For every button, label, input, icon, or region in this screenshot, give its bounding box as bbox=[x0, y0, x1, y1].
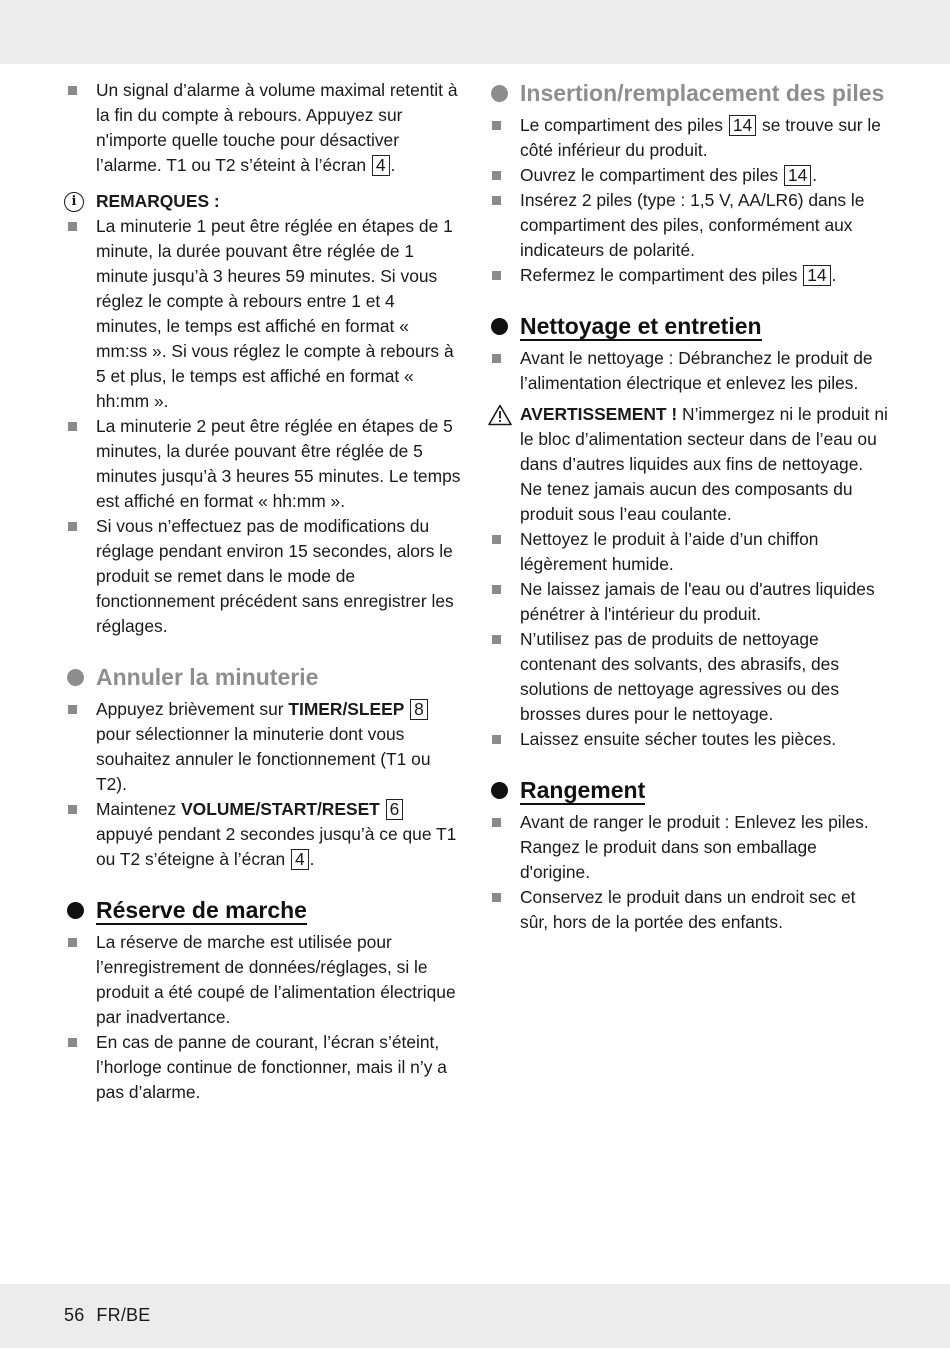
square-bullet-icon bbox=[492, 196, 501, 205]
warning-triangle-icon bbox=[488, 404, 512, 426]
square-bullet-icon bbox=[68, 705, 77, 714]
notes-heading: i REMARQUES : bbox=[64, 189, 464, 214]
ref-number: 14 bbox=[729, 115, 756, 136]
square-bullet-icon bbox=[68, 938, 77, 947]
list-item: Nettoyez le produit à l’aide d’un chiffon légèrement humide. bbox=[488, 527, 888, 577]
square-bullet-icon bbox=[68, 422, 77, 431]
left-column bbox=[64, 78, 464, 1105]
section-heading-cancel: Annuler la minuterie bbox=[64, 662, 464, 692]
list-item: Un signal d’alarme à volume maximal retentit à la fin du compte à rebours. Appuyez sur n'importe quelle touche pour désactiver l’alarme. T1 ou T2 s’éteint à l’écran 4 . bbox=[64, 78, 464, 178]
square-bullet-icon bbox=[68, 1038, 77, 1047]
square-bullet-icon bbox=[492, 585, 501, 594]
circle-bullet-icon bbox=[67, 902, 84, 919]
square-bullet-icon bbox=[68, 522, 77, 531]
square-bullet-icon bbox=[492, 735, 501, 744]
list-item: Maintenez VOLUME/START/RESET 6 appuyé pendant 2 secondes jusqu’à ce que T1 ou T2 s’éteigne à l’écran 4 . bbox=[64, 797, 464, 872]
circle-bullet-icon bbox=[491, 782, 508, 799]
list-item: La réserve de marche est utilisée pour l’enregistrement de données/réglages, si le produit a été coupé de l’alimentation électrique par inadvertance. bbox=[64, 930, 464, 1030]
list-item: La minuterie 2 peut être réglée en étapes de 5 minutes, la durée pouvant être réglée de 5 minutes jusqu’à 3 heures 55 minutes. Le temps est affiché en format « hh:mm ». bbox=[64, 414, 464, 514]
list-item: Appuyez brièvement sur TIMER/SLEEP 8 pour sélectionner la minuterie dont vous souhaitez annuler le fonctionnement (T1 ou T2). bbox=[64, 697, 464, 797]
top-band bbox=[0, 0, 950, 64]
list-item: Insérez 2 piles (type : 1,5 V, AA/LR6) dans le compartiment des piles, conformément aux indicateurs de polarité. bbox=[488, 188, 888, 263]
square-bullet-icon bbox=[492, 354, 501, 363]
list-item: La minuterie 1 peut être réglée en étapes de 1 minute, la durée pouvant être réglée de 1 minute jusqu’à 3 heures 59 minutes. Si vous réglez le compte à rebours entre 1 et 4 minutes, le temps est affiché en format « mm:ss ». Si vous réglez le compte à rebours à 5 et plus, le temps est affiché en format « hh:mm ». bbox=[64, 214, 464, 414]
ref-number: 14 bbox=[784, 165, 811, 186]
list-item: Si vous n’effectuez pas de modifications du réglage pendant environ 15 secondes, alors le produit se remet dans le mode de fonctionnement précédent sans enregistrer les réglages. bbox=[64, 514, 464, 639]
list-item: Avant de ranger le produit : Enlevez les piles. Rangez le produit dans son emballage d'origine. bbox=[488, 810, 888, 885]
list-item: Ouvrez le compartiment des piles 14 . bbox=[488, 163, 888, 188]
square-bullet-icon bbox=[492, 818, 501, 827]
section-heading-batteries: Insertion/remplacement des piles bbox=[488, 78, 888, 108]
warning-block: AVERTISSEMENT ! N’immergez ni le produit ni le bloc d’alimentation secteur dans de l’eau ou dans d’autres liquides aux fins de nettoyage. Ne tenez jamais aucun des composants du produit sous l’eau coulante. bbox=[488, 402, 888, 527]
circle-bullet-icon bbox=[491, 85, 508, 102]
square-bullet-icon bbox=[68, 222, 77, 231]
list-item: Avant le nettoyage : Débranchez le produit de l’alimentation électrique et enlevez les piles. bbox=[488, 346, 888, 396]
page-number: 56 bbox=[64, 1305, 85, 1325]
list-item: Conservez le produit dans un endroit sec et sûr, hors de la portée des enfants. bbox=[488, 885, 888, 935]
list-item: N’utilisez pas de produits de nettoyage contenant des solvants, des abrasifs, des solutions de nettoyage agressives ou des brosses dures pour le nettoyage. bbox=[488, 627, 888, 727]
section-heading-storage: Rangement bbox=[488, 775, 888, 805]
square-bullet-icon bbox=[492, 635, 501, 644]
ref-number: 4 bbox=[372, 155, 390, 176]
square-bullet-icon bbox=[68, 86, 77, 95]
list-item: Ne laissez jamais de l'eau ou d'autres liquides pénétrer à l'intérieur du produit. bbox=[488, 577, 888, 627]
list-item: Refermez le compartiment des piles 14 . bbox=[488, 263, 888, 288]
circle-bullet-icon bbox=[491, 318, 508, 335]
section-heading-reserve: Réserve de marche bbox=[64, 895, 464, 925]
ref-number: 8 bbox=[410, 699, 428, 720]
list-item: En cas de panne de courant, l’écran s’éteint, l’horloge continue de fonctionner, mais il n’y a pas d’alarme. bbox=[64, 1030, 464, 1105]
square-bullet-icon bbox=[68, 805, 77, 814]
locale-label: FR/BE bbox=[96, 1305, 151, 1325]
info-icon: i bbox=[64, 192, 84, 212]
list-item: Laissez ensuite sécher toutes les pièces. bbox=[488, 727, 888, 752]
square-bullet-icon bbox=[492, 171, 501, 180]
list-item: Le compartiment des piles 14 se trouve sur le côté inférieur du produit. bbox=[488, 113, 888, 163]
ref-number: 4 bbox=[291, 849, 309, 870]
ref-number: 6 bbox=[386, 799, 404, 820]
square-bullet-icon bbox=[492, 893, 501, 902]
ref-number: 14 bbox=[803, 265, 830, 286]
circle-bullet-icon bbox=[67, 669, 84, 686]
square-bullet-icon bbox=[492, 121, 501, 130]
square-bullet-icon bbox=[492, 535, 501, 544]
square-bullet-icon bbox=[492, 271, 501, 280]
right-column bbox=[488, 78, 888, 935]
page-footer bbox=[64, 1305, 162, 1326]
section-heading-cleaning: Nettoyage et entretien bbox=[488, 311, 888, 341]
